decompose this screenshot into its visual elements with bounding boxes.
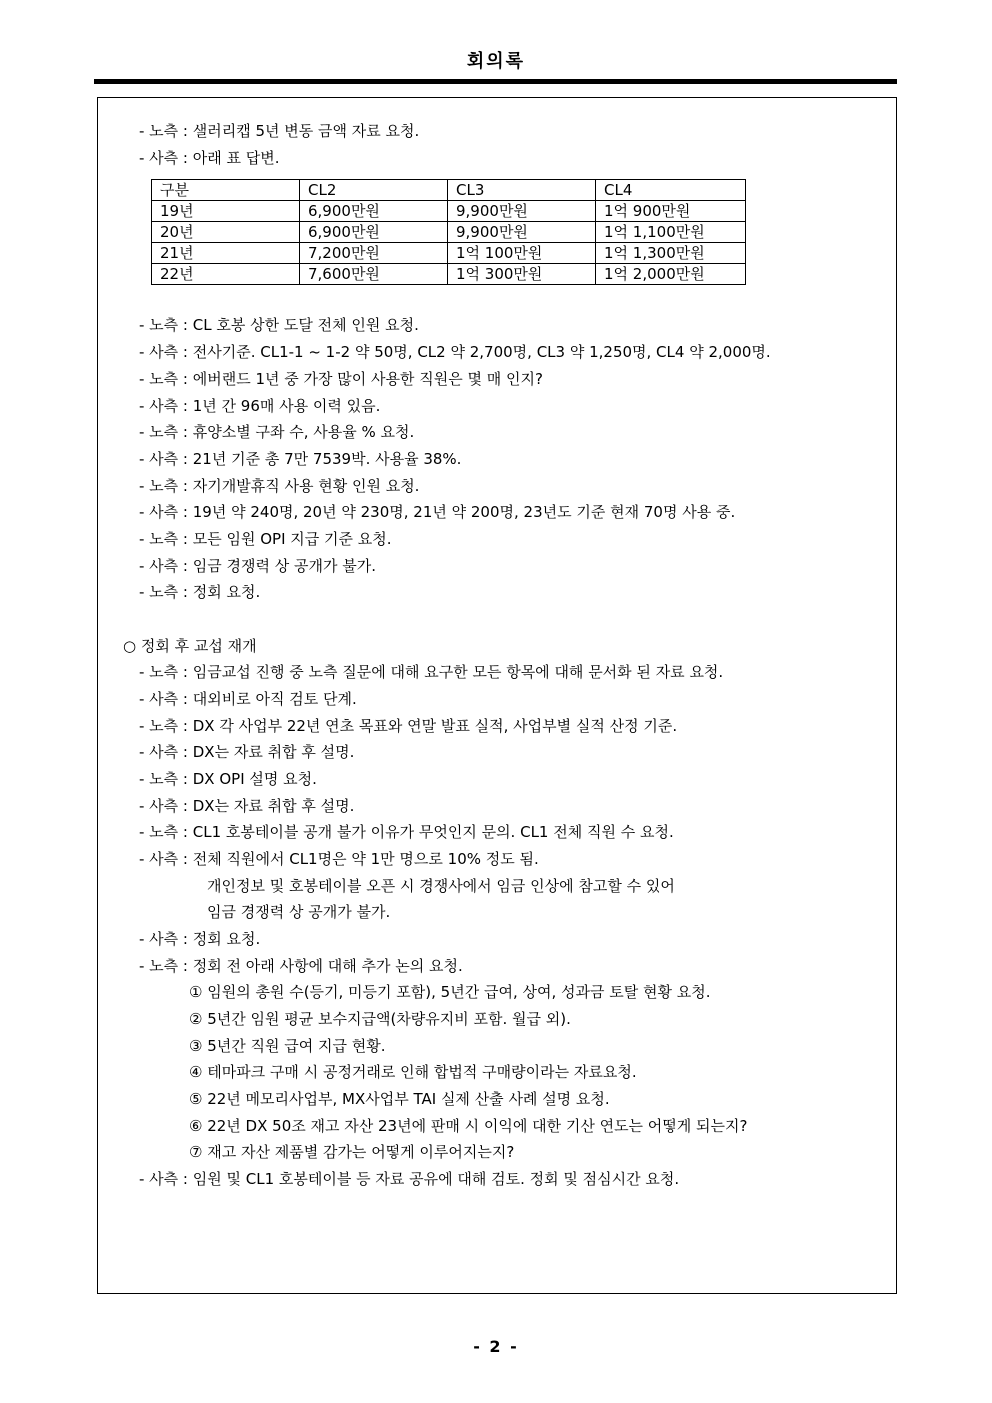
table-header-cell: CL4 <box>596 180 746 201</box>
table-cell: 1억 1,100만원 <box>596 222 746 243</box>
minutes-line: - 노측 : DX OPI 설명 요청. <box>139 770 317 788</box>
numbered-item: ② 5년간 임원 평균 보수지급액(차량유지비 포함. 월급 외). <box>189 1010 571 1028</box>
table-cell: 20년 <box>152 222 300 243</box>
table-cell: 6,900만원 <box>300 222 448 243</box>
numbered-item: ⑥ 22년 DX 50조 재고 자산 23년에 판매 시 이익에 대한 기산 연도는 어떻게 되는지? <box>189 1117 748 1135</box>
table-cell: 19년 <box>152 201 300 222</box>
table-cell: 1억 300만원 <box>448 264 596 285</box>
table-cell: 21년 <box>152 243 300 264</box>
table-row <box>152 201 746 222</box>
numbered-item: ⑤ 22년 메모리사업부, MX사업부 TAI 실제 산출 사례 설명 요청. <box>189 1090 610 1108</box>
table-cell: 1억 1,300만원 <box>596 243 746 264</box>
minutes-line: - 사측 : 1년 간 96매 사용 이력 있음. <box>139 397 381 415</box>
minutes-line: - 노측 : CL 호봉 상한 도달 전체 인원 요청. <box>139 316 419 334</box>
table-cell: 6,900만원 <box>300 201 448 222</box>
table-header-cell: CL3 <box>448 180 596 201</box>
minutes-line: - 노측 : DX 각 사업부 22년 연초 목표와 연말 발표 실적, 사업부별 실적 산정 기준. <box>139 717 678 735</box>
table-row <box>152 222 746 243</box>
document-title: 회의록 <box>466 51 526 72</box>
numbered-item: ⑦ 재고 자산 제품별 감가는 어떻게 이루어지는지? <box>189 1143 515 1161</box>
table-cell: 7,600만원 <box>300 264 448 285</box>
table-cell: 7,200만원 <box>300 243 448 264</box>
minutes-line: - 노측 : 정회 전 아래 사항에 대해 추가 논의 요청. <box>139 957 463 975</box>
minutes-line: - 사측 : 21년 기준 총 7만 7539박. 사용율 38%. <box>139 450 462 468</box>
minutes-line: - 사측 : 19년 약 240명, 20년 약 230명, 21년 약 200명, 23년도 기준 현재 70명 사용 중. <box>139 503 736 521</box>
minutes-line: - 사측 : 전사기준. CL1-1 ~ 1-2 약 50명, CL2 약 2,700명, CL3 약 1,250명, CL4 약 2,000명. <box>139 343 771 361</box>
table-header-cell: CL2 <box>300 180 448 201</box>
minutes-line: - 사측 : DX는 자료 취합 후 설명. <box>139 797 355 815</box>
minutes-continuation: 개인정보 및 호봉테이블 오픈 시 경쟁사에서 임금 인상에 참고할 수 있어 <box>207 877 675 895</box>
title-divider <box>94 79 897 84</box>
page-number: - 2 - <box>473 1337 519 1356</box>
minutes-line: - 노측 : 정회 요청. <box>139 583 261 601</box>
numbered-item: ④ 테마파크 구매 시 공정거래로 인해 합법적 구매량이라는 자료요청. <box>189 1063 637 1081</box>
minutes-line: - 노측 : 휴양소별 구좌 수, 사용율 % 요청. <box>139 423 415 441</box>
minutes-line: - 사측 : 아래 표 답변. <box>139 149 280 167</box>
table-row <box>152 243 746 264</box>
minutes-line: - 사측 : 대외비로 아직 검토 단계. <box>139 690 357 708</box>
minutes-line: - 사측 : 임금 경쟁력 상 공개가 불가. <box>139 557 376 575</box>
table-cell: 1억 2,000만원 <box>596 264 746 285</box>
minutes-line: - 노측 : 자기개발휴직 사용 현황 인원 요청. <box>139 477 420 495</box>
table-header-cell: 구분 <box>152 180 300 201</box>
table-cell: 1억 900만원 <box>596 201 746 222</box>
table-cell: 22년 <box>152 264 300 285</box>
table-row <box>152 264 746 285</box>
salary-cap-table <box>151 179 746 285</box>
minutes-line: - 사측 : 전체 직원에서 CL1명은 약 1만 명으로 10% 정도 됨. <box>139 850 539 868</box>
minutes-line: - 노측 : 샐러리캡 5년 변동 금액 자료 요청. <box>139 122 420 140</box>
minutes-line: - 노측 : 에버랜드 1년 중 가장 많이 사용한 직원은 몇 매 인지? <box>139 370 543 388</box>
minutes-line: - 노측 : 모든 임원 OPI 지급 기준 요청. <box>139 530 392 548</box>
section-heading: ○ 정회 후 교섭 재개 <box>123 637 257 655</box>
table-cell: 9,900만원 <box>448 201 596 222</box>
table-cell: 1억 100만원 <box>448 243 596 264</box>
minutes-line: - 노측 : CL1 호봉테이블 공개 불가 이유가 무엇인지 문의. CL1 전체 직원 수 요청. <box>139 823 674 841</box>
minutes-continuation: 임금 경쟁력 상 공개가 불가. <box>207 903 391 921</box>
minutes-line: - 사측 : 임원 및 CL1 호봉테이블 등 자료 공유에 대해 검토. 정회 및 점심시간 요청. <box>139 1170 680 1188</box>
table-cell: 9,900만원 <box>448 222 596 243</box>
numbered-item: ① 임원의 총원 수(등기, 미등기 포함), 5년간 급여, 상여, 성과금 토탈 현황 요청. <box>189 983 711 1001</box>
minutes-line: - 사측 : 정회 요청. <box>139 930 261 948</box>
table-header-row <box>152 180 746 201</box>
minutes-line: - 사측 : DX는 자료 취합 후 설명. <box>139 743 355 761</box>
minutes-line: - 노측 : 임금교섭 진행 중 노측 질문에 대해 요구한 모든 항목에 대해 문서화 된 자료 요청. <box>139 663 724 681</box>
numbered-item: ③ 5년간 직원 급여 지급 현황. <box>189 1037 386 1055</box>
